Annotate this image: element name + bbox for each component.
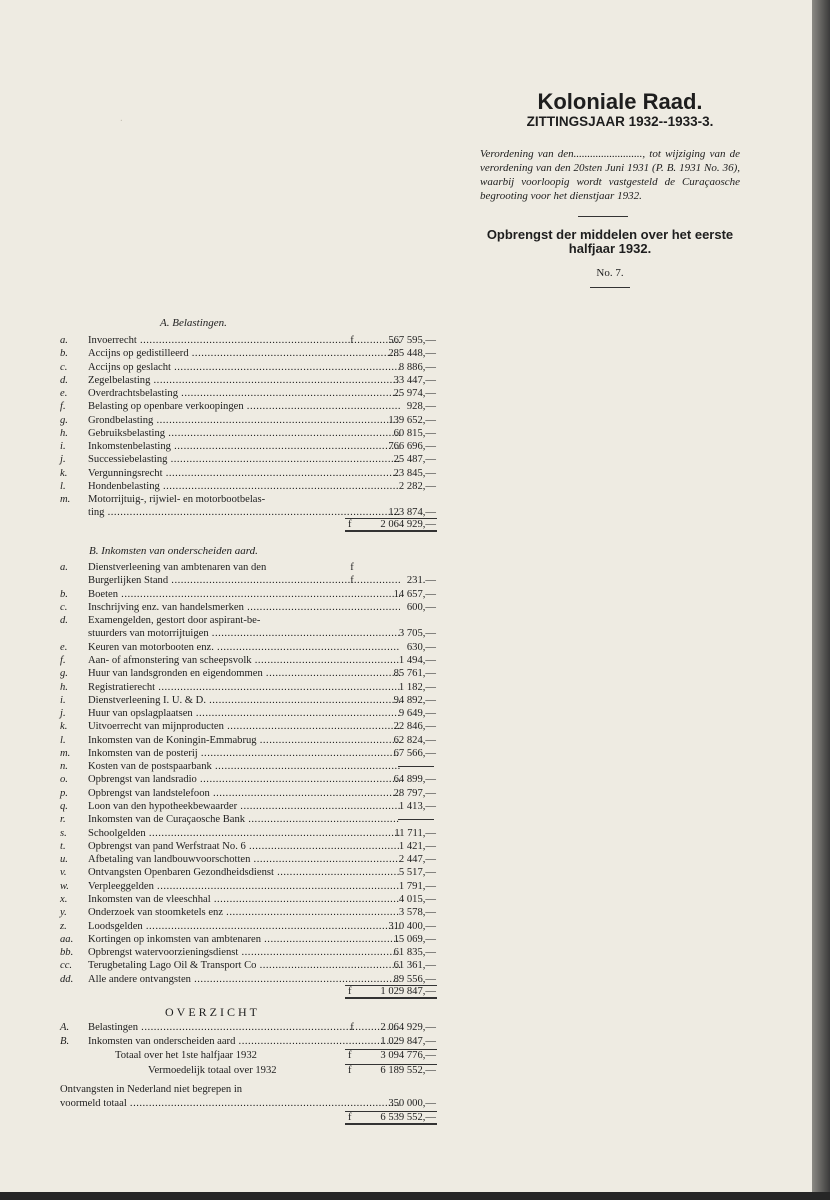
- row-amount: 2 282,—: [398, 480, 436, 492]
- currency-mark: f: [348, 1065, 352, 1076]
- section-total-amount: 2 064 929,—: [380, 519, 436, 530]
- row-letter: v.: [60, 867, 67, 879]
- session-year: ZITTINGSJAAR 1932--1933-3.: [526, 114, 714, 129]
- row-description: Belasting op openbare verkoopingen .....: [88, 400, 400, 413]
- row-description: Huur van opslagplaatsen .....: [88, 707, 400, 720]
- row-amount: 94 892,—: [393, 694, 436, 706]
- row-amount: 62 824,—: [393, 734, 436, 746]
- section-total-row: [60, 518, 440, 532]
- table-row: [60, 427, 440, 440]
- row-description: Opbrengst van landstelefoon .....: [88, 787, 400, 800]
- row-letter: c.: [60, 601, 68, 613]
- row-description: stuurders van motorrijtuigen .....: [88, 627, 400, 640]
- row-description: Inschrijving enz. van handelsmerken .....: [88, 601, 400, 614]
- row-amount: 630,—: [406, 641, 436, 653]
- row-description: Afbetaling van landbouwvoorschotten .....: [88, 853, 400, 866]
- row-amount: 2 447,—: [398, 854, 436, 866]
- row-description: Dienstverleening I. U. & D. .....: [88, 694, 400, 707]
- row-amount: 25 974,—: [393, 388, 436, 399]
- row-letter: s.: [60, 827, 67, 839]
- row-letter: m.: [60, 494, 71, 505]
- row-amount: 22 846,—: [393, 721, 436, 733]
- section-a-heading: A. Belastingen.: [160, 317, 227, 329]
- table-row: [60, 681, 440, 694]
- row-description: Accijns op gedistilleerd .....: [88, 347, 400, 360]
- row-amount: 15 069,—: [393, 933, 436, 945]
- section-total-amount: 1 029 847,—: [380, 986, 436, 997]
- row-letter: t.: [60, 840, 66, 852]
- table-row: [60, 361, 440, 374]
- table-row: [60, 933, 440, 946]
- row-description: Inkomsten van de Koningin-Emmabrug .....: [88, 734, 400, 747]
- row-amount: 1 421,—: [398, 840, 436, 852]
- row-letter: b.: [60, 348, 68, 360]
- table-row: [60, 813, 440, 826]
- table-row: [60, 827, 440, 840]
- row-amount: 25 487,—: [393, 454, 436, 466]
- row-amount: 6 189 552,—: [380, 1065, 436, 1076]
- table-row: [60, 800, 440, 813]
- table-row: [60, 866, 440, 879]
- bleed-through-text: .: [120, 112, 123, 124]
- table-row: [60, 467, 440, 480]
- row-amount: 3 705,—: [398, 628, 436, 640]
- row-amount: 9 649,—: [398, 708, 436, 720]
- table-row: [60, 760, 440, 773]
- row-letter: o.: [60, 774, 68, 786]
- row-letter: u.: [60, 854, 68, 866]
- table-row: [60, 880, 440, 893]
- row-letter: d.: [60, 374, 68, 386]
- overview-row-b: [60, 1035, 440, 1048]
- row-amount: 33 447,—: [393, 374, 436, 386]
- section-title: Opbrengst der middelen over het eerste halfjaar 1932.: [486, 227, 734, 256]
- row-description: Opbrengst van pand Werfstraat No. 6 .....: [88, 840, 400, 853]
- row-description: Successiebelasting .....: [88, 453, 400, 466]
- table-row: [60, 387, 440, 400]
- row-description: Vergunningsrecht .....: [88, 467, 400, 480]
- ordinance-text: Verordening van den........................., tot wijziging van de verordening van den 20sten Juni 1931 (P. B. 1931 No. 36), waarbij voorloopig wordt vastgesteld de Curaçaosche begrooting voor het dienstjaar 1932.: [480, 148, 740, 202]
- table-row: [60, 347, 440, 360]
- row-description: Inkomsten van de posterij .....: [88, 747, 400, 760]
- row-description: Dienstverleening van ambtenaren van den: [88, 562, 267, 573]
- row-description: Aan- of afmonstering van scheepsvolk .....: [88, 654, 400, 667]
- currency-mark: f: [350, 335, 354, 346]
- row-amount: 600,—: [406, 601, 436, 613]
- row-amount: 23 845,—: [393, 467, 436, 479]
- row-description: Verpleeggelden .....: [88, 880, 400, 893]
- row-letter: m.: [60, 747, 71, 759]
- row-letter: n.: [60, 761, 68, 773]
- row-amount: 766 696,—: [388, 441, 436, 452]
- row-description: Ontvangsten in Nederland niet begrepen in: [60, 1084, 243, 1095]
- row-description: Huur van landsgronden en eigendommen .....: [88, 667, 400, 680]
- row-amount: 3 094 776,—: [380, 1050, 436, 1061]
- row-letter: g.: [60, 668, 68, 680]
- table-row: [60, 853, 440, 866]
- table-row: [60, 453, 440, 466]
- table-row: [60, 734, 440, 747]
- row-letter: aa.: [60, 933, 74, 945]
- row-description: Opbrengst watervoorzieningsdienst .....: [88, 946, 400, 959]
- row-description: Kortingen op inkomsten van ambtenaren .....: [88, 933, 400, 946]
- table-row: [60, 747, 440, 760]
- row-letter: z.: [60, 920, 67, 932]
- page-bottom-shadow: [0, 1192, 830, 1200]
- row-description: Registratierecht .....: [88, 681, 400, 694]
- document-number: No. 7.: [596, 267, 624, 279]
- row-description: Inkomstenbelasting .....: [88, 440, 400, 453]
- row-amount: 231.—: [406, 575, 436, 587]
- row-letter: j.: [60, 708, 66, 720]
- table-row: [60, 374, 440, 387]
- row-description: voormeld totaal .....: [60, 1097, 400, 1110]
- row-amount: 139 652,—: [388, 414, 436, 426]
- amount-dash: [398, 766, 434, 767]
- row-letter: g.: [60, 414, 68, 426]
- row-letter: A.: [60, 1022, 70, 1033]
- row-description: Gebruiksbelasting .....: [88, 427, 400, 440]
- row-description: Onderzoek van stoomketels enz .....: [88, 906, 400, 919]
- overview-heading: OVERZICHT: [165, 1005, 260, 1019]
- currency-mark: f: [348, 986, 352, 997]
- row-description: Schoolgelden .....: [88, 827, 400, 840]
- table-row: [60, 601, 440, 614]
- currency-mark: f: [350, 1022, 354, 1033]
- currency-mark: f: [350, 575, 354, 587]
- row-description: Alle andere ontvangsten .....: [88, 973, 400, 986]
- table-row: [60, 641, 440, 654]
- table-row: [60, 787, 440, 800]
- currency-mark: f: [348, 1112, 352, 1123]
- row-description: Zegelbelasting .....: [88, 374, 400, 387]
- row-description: Belastingen .....: [88, 1021, 400, 1034]
- row-letter: d.: [60, 615, 68, 627]
- row-letter: l.: [60, 734, 66, 746]
- table-row: [60, 694, 440, 707]
- row-letter: w.: [60, 880, 69, 892]
- table-row: [60, 614, 440, 627]
- row-amount: 928,—: [406, 401, 436, 413]
- currency-mark: f: [350, 562, 354, 573]
- row-amount: 60 815,—: [393, 427, 436, 439]
- row-description: Hondenbelasting .....: [88, 480, 400, 493]
- row-description: Kosten van de postspaarbank .....: [88, 760, 400, 773]
- row-letter: i.: [60, 694, 66, 706]
- row-description: Terugbetaling Lago Oil & Transport Co .....: [88, 959, 400, 972]
- row-description: Vermoedelijk totaal over 1932: [148, 1065, 277, 1076]
- row-letter: a.: [60, 335, 68, 346]
- row-amount: 567 595,—: [388, 335, 436, 346]
- row-description: Examengelden, gestort door aspirant-be-: [88, 615, 261, 627]
- currency-mark: f: [348, 519, 352, 530]
- row-letter: r.: [60, 814, 66, 826]
- row-description: Grondbelasting .....: [88, 414, 400, 427]
- row-letter: q.: [60, 801, 68, 813]
- row-letter: h.: [60, 681, 68, 693]
- row-letter: cc.: [60, 960, 73, 972]
- row-amount: 285 448,—: [388, 348, 436, 360]
- row-letter: dd.: [60, 973, 74, 985]
- row-description: Overdrachtsbelasting .....: [88, 387, 400, 400]
- row-description: Motorrijtuig-, rijwiel- en motorbootbelas-: [88, 494, 266, 505]
- row-amount: 61 361,—: [393, 960, 436, 972]
- table-row: [60, 400, 440, 413]
- table-row: [60, 480, 440, 493]
- row-amount: 89 556,—: [393, 973, 436, 985]
- row-letter: e.: [60, 388, 68, 399]
- row-amount: 310 400,—: [388, 920, 436, 932]
- row-letter: j.: [60, 454, 66, 466]
- row-description: Accijns op geslacht .....: [88, 361, 400, 374]
- table-row: [60, 440, 440, 453]
- row-letter: B.: [60, 1036, 70, 1047]
- overview-estimate-row: [60, 1064, 440, 1078]
- table-row: [60, 707, 440, 720]
- row-description: Loodsgelden .....: [88, 920, 400, 933]
- table-row: [60, 334, 440, 347]
- table-row: [60, 720, 440, 733]
- row-description: Invoerrecht .....: [88, 334, 400, 347]
- overview-row-a: [60, 1021, 440, 1034]
- overview-total-row: [60, 1049, 440, 1063]
- grand-total-amount: 6 539 552,—: [380, 1112, 436, 1123]
- row-amount: 1 413,—: [398, 801, 436, 813]
- table-row: [60, 946, 440, 959]
- table-row: [60, 959, 440, 972]
- section-total-row: [60, 985, 440, 999]
- row-letter: y.: [60, 907, 67, 919]
- row-amount: 350 000,—: [388, 1098, 436, 1109]
- row-amount: 4 015,—: [398, 894, 436, 905]
- row-description: Loon van den hypotheekbewaarder .....: [88, 800, 400, 813]
- table-row: [60, 414, 440, 427]
- row-amount: 28 797,—: [393, 787, 436, 799]
- row-description: Uitvoerrecht van mijnproducten .....: [88, 720, 400, 733]
- table-row: [60, 920, 440, 933]
- row-letter: f.: [60, 654, 66, 666]
- row-amount: 2 064 929,—: [380, 1022, 436, 1033]
- table-row: [60, 574, 440, 587]
- table-row: [60, 773, 440, 786]
- overview-grand-total-row: [60, 1111, 440, 1125]
- overview-nl-row: [60, 1083, 440, 1096]
- row-description: Totaal over het 1ste halfjaar 1932: [115, 1050, 257, 1061]
- row-letter: bb.: [60, 947, 74, 959]
- row-amount: 5 517,—: [398, 867, 436, 879]
- divider: [590, 287, 630, 288]
- row-description: Opbrengst van landsradio .....: [88, 773, 400, 786]
- table-row: [60, 561, 440, 574]
- row-amount: 11 711,—: [394, 827, 436, 839]
- row-amount: 85 761,—: [393, 668, 436, 680]
- row-letter: e.: [60, 641, 68, 653]
- table-row: [60, 906, 440, 919]
- row-letter: b.: [60, 588, 68, 600]
- divider: [578, 216, 628, 217]
- table-row: [60, 667, 440, 680]
- row-amount: 123 874,—: [388, 507, 436, 519]
- row-letter: x.: [60, 894, 68, 905]
- row-amount: 1 029 847,—: [380, 1036, 436, 1047]
- row-letter: p.: [60, 787, 68, 799]
- row-amount: 1 494,—: [398, 654, 436, 666]
- row-letter: k.: [60, 467, 68, 479]
- row-letter: l.: [60, 480, 66, 492]
- row-letter: k.: [60, 721, 68, 733]
- row-description: Inkomsten van de vleeschhal .....: [88, 893, 400, 906]
- row-description: Ontvangsten Openbaren Gezondheidsdienst .....: [88, 866, 400, 879]
- row-amount: 1 791,—: [398, 880, 436, 892]
- row-amount: 1 182,—: [398, 681, 436, 693]
- row-amount: 67 566,—: [393, 747, 436, 759]
- table-row: [60, 493, 440, 506]
- page-edge-shadow: [812, 0, 830, 1200]
- row-amount: 64 899,—: [393, 774, 436, 786]
- overview-nl-row-2: [60, 1097, 440, 1110]
- table-row: [60, 588, 440, 601]
- row-description: Inkomsten van de Curaçaosche Bank .....: [88, 813, 400, 826]
- row-amount: 14 657,—: [393, 588, 436, 600]
- row-letter: i.: [60, 441, 66, 452]
- table-row: [60, 627, 440, 640]
- row-letter: f.: [60, 401, 66, 413]
- row-letter: a.: [60, 562, 68, 573]
- table-row: [60, 893, 440, 906]
- row-description: Boeten .....: [88, 588, 400, 601]
- row-description: Inkomsten van onderscheiden aard .....: [88, 1035, 400, 1048]
- row-description: Burgerlijken Stand .....: [88, 574, 400, 587]
- row-letter: h.: [60, 427, 68, 439]
- row-letter: c.: [60, 361, 68, 373]
- row-description: ting .....: [88, 506, 400, 519]
- currency-mark: f: [348, 1050, 352, 1061]
- row-amount: 3 578,—: [398, 907, 436, 919]
- row-amount: 61 835,—: [393, 947, 436, 959]
- page-title: Koloniale Raad.: [537, 89, 703, 114]
- document-header: [480, 90, 740, 130]
- table-row: [60, 654, 440, 667]
- row-amount: 8 886,—: [398, 361, 436, 373]
- amount-dash: [398, 819, 434, 820]
- table-row: [60, 840, 440, 853]
- section-b-heading: B. Inkomsten van onderscheiden aard.: [89, 545, 258, 557]
- table-row: [60, 973, 440, 986]
- row-description: Keuren van motorbooten enz. .....: [88, 641, 400, 654]
